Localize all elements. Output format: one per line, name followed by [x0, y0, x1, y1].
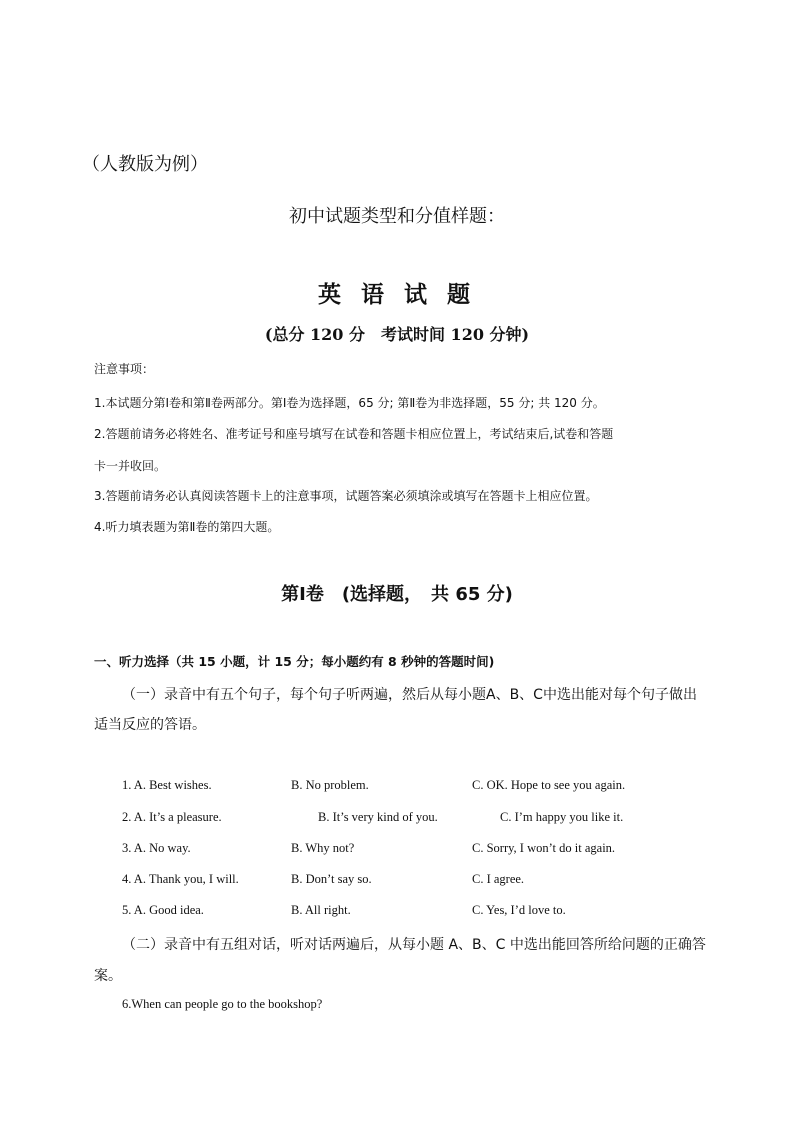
note-item: 1.本试题分第Ⅰ卷和第Ⅱ卷两部分。第Ⅰ卷为选择题，65 分; 第Ⅱ卷为非选择题，55 分; 共 120 分。: [94, 396, 605, 410]
option-b: B. All right.: [291, 903, 351, 917]
option-c: C. I’m happy you like it.: [500, 810, 624, 824]
note-item: 2.答题前请务必将姓名、准考证号和座号填写在试卷和答题卡相应位置上，考试结束后,试卷和答题: [94, 427, 614, 441]
option-a: 3. A. No way.: [122, 841, 191, 855]
option-c: C. OK. Hope to see you again.: [472, 778, 626, 792]
instruction-line: （二）录音中有五组对话，听对话两遍后，从每小题 A、B、C 中选出能回答所给问题的正确答: [122, 937, 706, 953]
document-subtitle: 初中试题类型和分值样题：: [289, 206, 505, 227]
note-item: 4.听力填表题为第Ⅱ卷的第四大题。: [94, 520, 280, 534]
instruction-line: （一）录音中有五个句子，每个句子听两遍，然后从每小题A、B、C中选出能对每个句子做出: [122, 687, 697, 703]
option-c: C. Sorry, I won’t do it again.: [472, 841, 616, 855]
note-item: 卡一并收回。: [94, 459, 167, 473]
option-b: B. Why not?: [291, 841, 355, 855]
part-heading: 一、听力选择（共 15 小题，计 15 分；每小题约有 8 秒钟的答题时间): [94, 654, 495, 669]
section-title: 第Ⅰ卷 (选择题， 共 65 分): [281, 584, 513, 605]
instruction-line: 适当反应的答语。: [94, 717, 206, 733]
exam-title: 英 语 试 题: [317, 282, 477, 308]
instruction-line: 案。: [94, 968, 122, 984]
option-b: B. It’s very kind of you.: [318, 810, 438, 824]
option-a: 1. A. Best wishes.: [122, 778, 212, 792]
exam-score-time: (总分 120 分 考试时间 120 分钟): [264, 325, 530, 344]
edition-note: （人教版为例）: [82, 154, 208, 175]
question-6: 6.When can people go to the bookshop?: [122, 997, 323, 1011]
option-b: B. Don’t say so.: [291, 872, 372, 886]
note-item: 3.答题前请务必认真阅读答题卡上的注意事项，试题答案必须填涂或填写在答题卡上相应位置。: [94, 489, 598, 503]
option-a: 2. A. It’s a pleasure.: [122, 810, 222, 824]
notes-heading: 注意事项：: [94, 362, 155, 376]
option-a: 5. A. Good idea.: [122, 903, 204, 917]
option-c: C. Yes, I’d love to.: [472, 903, 566, 917]
option-b: B. No problem.: [291, 778, 369, 792]
option-c: C. I agree.: [472, 872, 525, 886]
option-a: 4. A. Thank you, I will.: [122, 872, 239, 886]
